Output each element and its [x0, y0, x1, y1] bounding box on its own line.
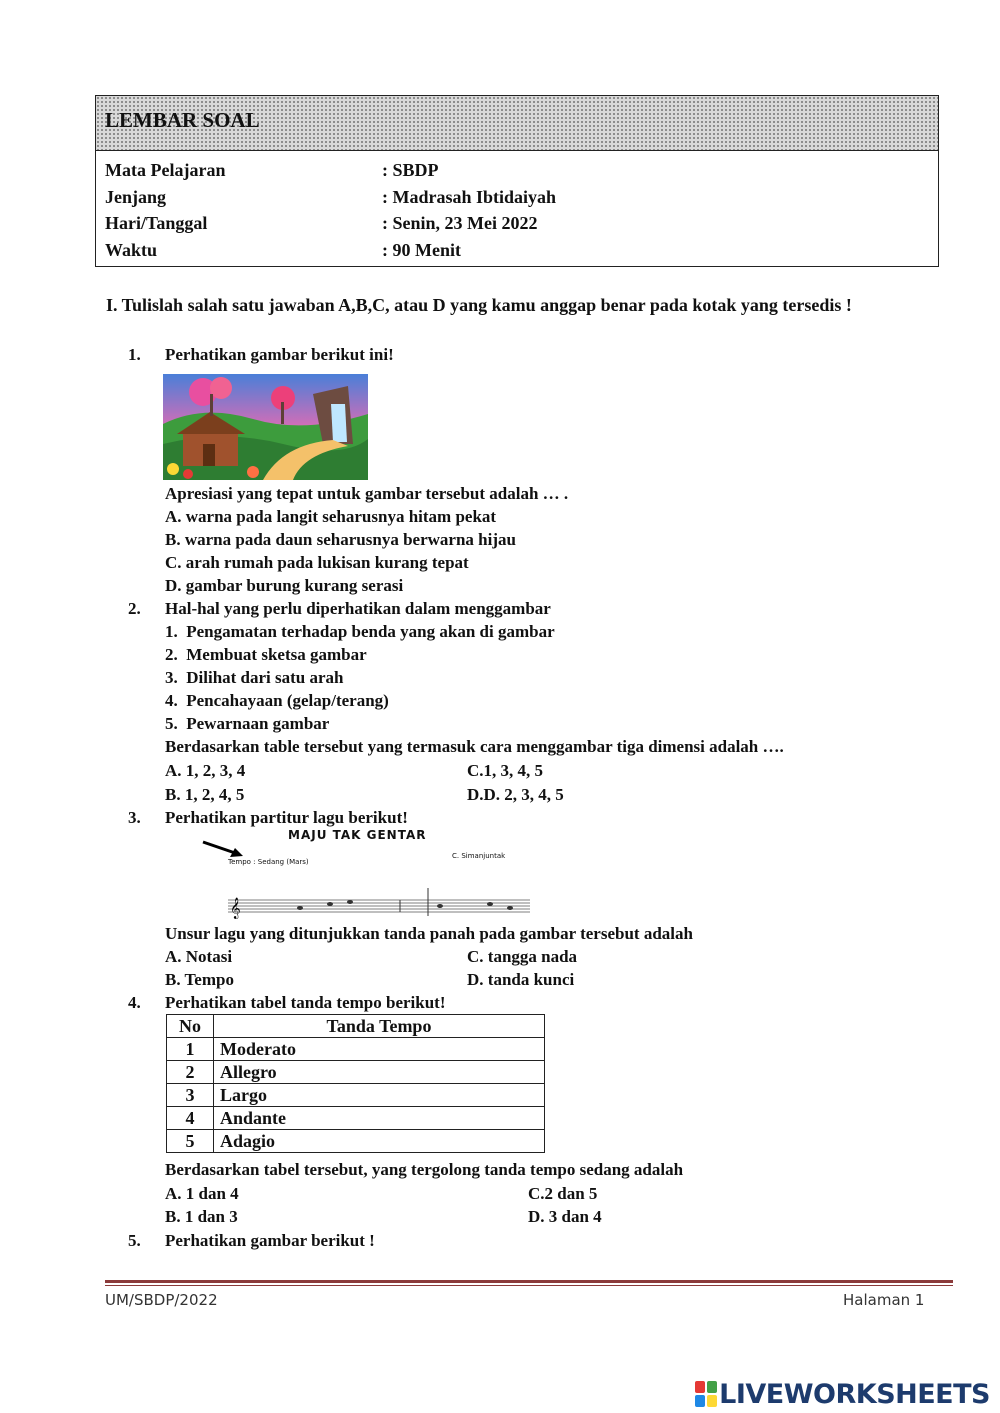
score-tempo: Tempo : Sedang (Mars) [228, 858, 309, 866]
q4-number: 4. [128, 993, 141, 1012]
time-value: : 90 Menit [382, 240, 461, 260]
q4-option-c: C.2 dan 5 [528, 1184, 598, 1203]
header-band [96, 96, 938, 151]
subject-label: Mata Pelajaran [105, 160, 226, 180]
arrow-icon [203, 842, 243, 857]
brand-mark-icon [695, 1381, 717, 1407]
q1-prompt: Perhatikan gambar berikut ini! [165, 345, 394, 364]
q1-question: Apresiasi yang tepat untuk gambar tersebut adalah … . [165, 484, 569, 503]
footer-divider [105, 1285, 953, 1286]
q1-number: 1. [128, 345, 141, 364]
footer-divider [105, 1280, 953, 1283]
brand-name: LIVEWORKSHEETS [719, 1378, 990, 1410]
cell-no: 4 [167, 1107, 214, 1130]
cell-no: 2 [167, 1061, 214, 1084]
q3-prompt: Perhatikan partitur lagu berikut! [165, 808, 408, 827]
q2-item: 2. Membuat sketsa gambar [165, 645, 367, 664]
brand-logo[interactable] [695, 1378, 990, 1410]
q2-number: 2. [128, 599, 141, 618]
table-row [167, 1107, 545, 1130]
tempo-table [166, 1014, 545, 1153]
q2-option-d: D.D. 2, 3, 4, 5 [467, 785, 564, 804]
q2-option-b: B. 1, 2, 4, 5 [165, 785, 245, 804]
q3-option-a: A. Notasi [165, 947, 233, 966]
q3-number: 3. [128, 808, 141, 827]
table-row [167, 1038, 545, 1061]
table-row [167, 1130, 545, 1153]
score-author: C. Simanjuntak [452, 852, 506, 860]
cell-tempo: Andante [214, 1107, 545, 1130]
song-score [200, 828, 540, 924]
cell-tempo: Allegro [214, 1061, 545, 1084]
table-row [167, 1061, 545, 1084]
cell-no: 1 [167, 1038, 214, 1061]
q5-prompt: Perhatikan gambar berikut ! [165, 1231, 375, 1250]
q3-option-b: B. Tempo [165, 970, 234, 989]
footer-code: UM/SBDP/2022 [105, 1291, 218, 1309]
time-label: Waktu [105, 240, 158, 260]
section-instruction: I. Tulislah salah satu jawaban A,B,C, atau D yang kamu anggap benar pada kotak yang tersedis ! [106, 295, 852, 315]
landscape-painting [163, 374, 368, 480]
date-value: : Senin, 23 Mei 2022 [382, 213, 538, 233]
q2-question: Berdasarkan table tersebut yang termasuk cara menggambar tiga dimensi adalah …. [165, 737, 784, 756]
cell-no: 3 [167, 1084, 214, 1107]
q3-option-c: C. tangga nada [467, 947, 578, 966]
cell-tempo: Adagio [214, 1130, 545, 1153]
q2-option-a: A. 1, 2, 3, 4 [165, 761, 246, 780]
cell-tempo: Largo [214, 1084, 545, 1107]
q1-option-c: C. arah rumah pada lukisan kurang tepat [165, 553, 469, 572]
level-label: Jenjang [105, 187, 167, 207]
q2-prompt: Hal-hal yang perlu diperhatikan dalam menggambar [165, 599, 551, 618]
q3-question: Unsur lagu yang ditunjukkan tanda panah pada gambar tersebut adalah [165, 924, 693, 943]
q4-option-a: A. 1 dan 4 [165, 1184, 239, 1203]
svg-text:𝄞: 𝄞 [230, 898, 241, 919]
date-label: Hari/Tanggal [105, 213, 208, 233]
level-value: : Madrasah Ibtidaiyah [382, 187, 557, 207]
q4-prompt: Perhatikan tabel tanda tempo berikut! [165, 993, 446, 1012]
q2-item: 5. Pewarnaan gambar [165, 714, 330, 733]
cell-tempo: Moderato [214, 1038, 545, 1061]
table-header-row [167, 1015, 545, 1038]
q2-option-c: C.1, 3, 4, 5 [467, 761, 544, 780]
q4-option-b: B. 1 dan 3 [165, 1207, 238, 1226]
subject-value: : SBDP [382, 160, 439, 180]
cell-no: 5 [167, 1130, 214, 1153]
score-title: MAJU TAK GENTAR [288, 828, 427, 842]
table-row [167, 1084, 545, 1107]
q4-question: Berdasarkan tabel tersebut, yang tergolong tanda tempo sedang adalah [165, 1160, 684, 1179]
worksheet-title: LEMBAR SOAL [105, 108, 260, 132]
q2-item: 3. Dilihat dari satu arah [165, 668, 344, 687]
q3-option-d: D. tanda kunci [467, 970, 575, 989]
q1-option-b: B. warna pada daun seharusnya berwarna hijau [165, 530, 516, 549]
q2-item: 1. Pengamatan terhadap benda yang akan di gambar [165, 622, 555, 641]
q2-item: 4. Pencahayaan (gelap/terang) [165, 691, 389, 710]
q5-number: 5. [128, 1231, 141, 1250]
column-header-no: No [167, 1015, 214, 1038]
header-box [95, 95, 939, 267]
page-number: Halaman 1 [843, 1291, 925, 1309]
q4-option-d: D. 3 dan 4 [528, 1207, 602, 1226]
q1-option-a: A. warna pada langit seharusnya hitam pekat [165, 507, 497, 526]
column-header-tempo: Tanda Tempo [214, 1015, 545, 1038]
q1-option-d: D. gambar burung kurang serasi [165, 576, 404, 595]
